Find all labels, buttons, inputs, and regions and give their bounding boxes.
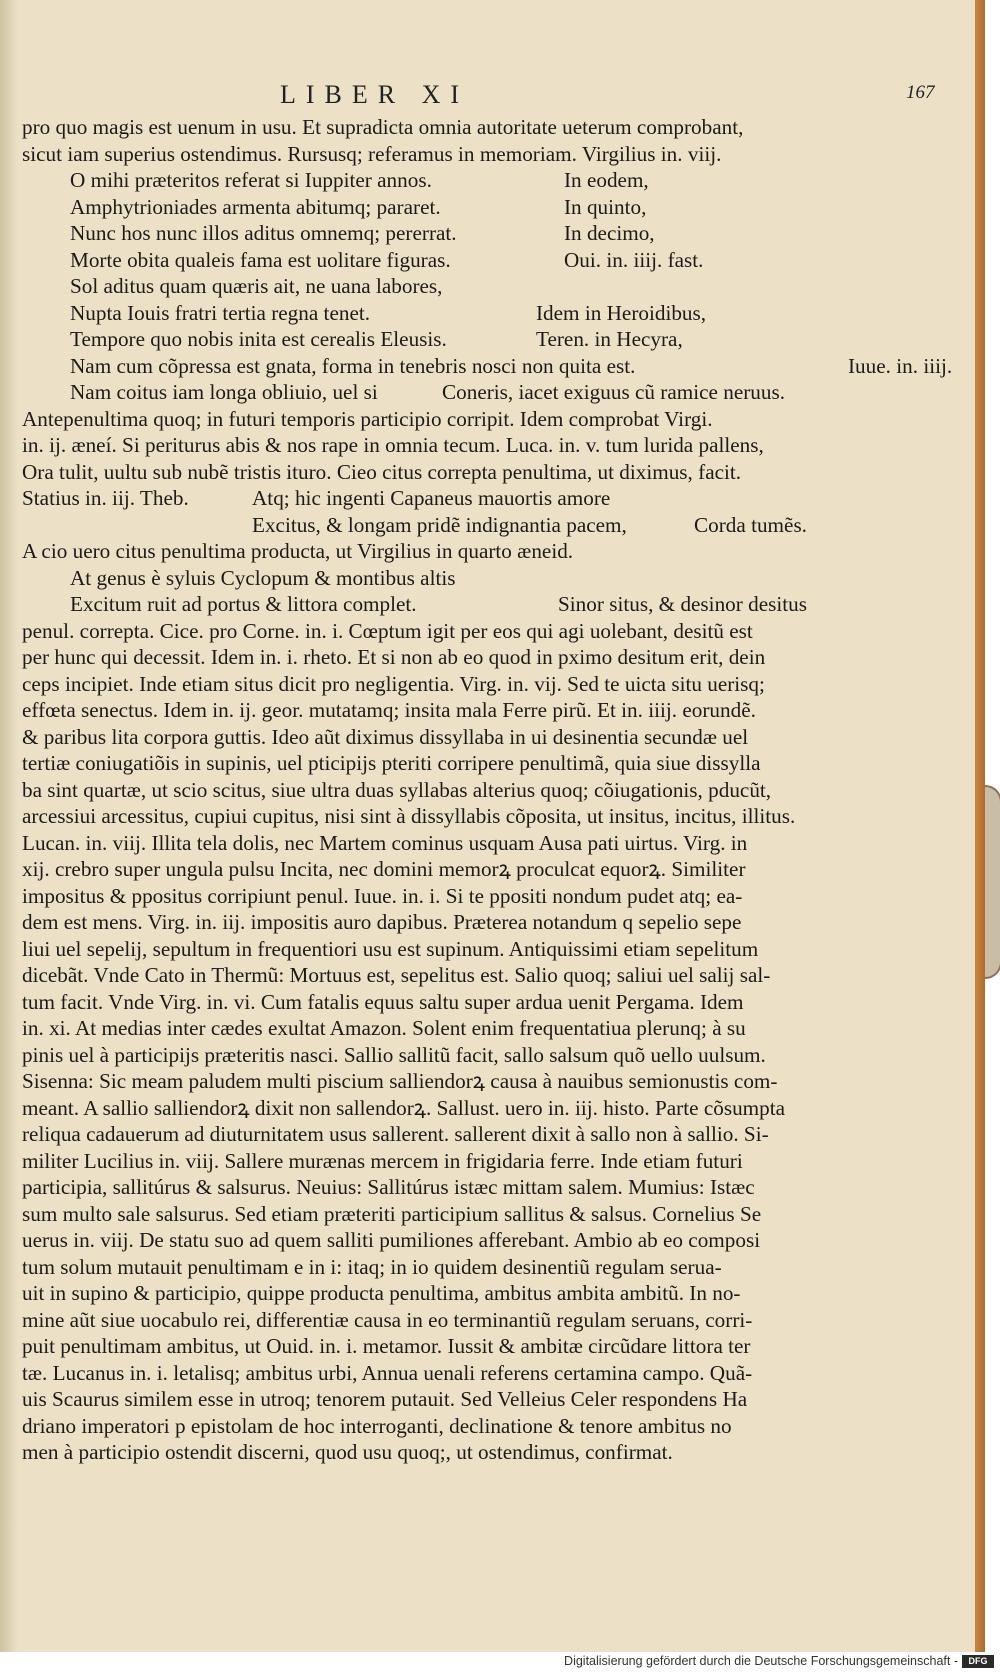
text-segment: per hunc qui decessit. Idem in. i. rheto. Et si non ab eo quod in pximo desitum erit, dein [22,645,766,669]
text-line [22,300,977,327]
text-line [22,406,977,433]
text-segment: Nam coitus iam longa obliuio, uel si [70,380,378,404]
text-line [22,432,977,459]
dfg-logo: DFG [962,1655,994,1668]
text-segment: Idem in Heroidibus, [536,300,707,325]
text-segment: Ora tulit, uultu sub nubẽ tristis ituro. Cieo citus correpta penultima, ut diximus, facit. [22,459,742,484]
text-segment: Atq; hic ingenti Capaneus mauortis amore [252,486,611,510]
text-line [22,485,977,512]
text-segment: ba sint quartæ, ut scio scitus, siue ultra duas syllabas alterius quoq; cõiugationis, pducũt, [22,777,772,802]
text-segment: Excitus, & longam pridẽ indignantia pacem, [252,512,627,537]
text-line [22,326,977,353]
text-segment: In quinto, [564,194,647,219]
text-segment: arcessiui arcessitus, cupiui cupitus, nisi sint à dissyllabis cõposita, ut insitus, incitus, illitus. [22,804,796,828]
text-line [22,1148,977,1175]
text-segment: Excitum ruit ad portus & littora complet. [70,592,417,616]
text-line [22,1121,977,1148]
text-segment: Sinor situs, & desinor desitus [558,592,807,616]
text-segment: participia, sallitúrus & salsurus. Neuius: Sallitúrus istæc mittam salem. Mumius: Istæc [22,1175,755,1199]
text-segment: Nupta Iouis fratri tertia regna tenet. [70,300,371,325]
funding-note: Digitalisierung gefördert durch die Deutsche Forschungsgemeinschaft - [564,1654,958,1668]
text-line [22,750,977,777]
text-segment: sum multo sale salsurus. Sed etiam præteriti participium sallitus & salsus. Cornelius Se [22,1201,762,1226]
text-line [22,512,977,539]
text-line [22,538,977,565]
running-head: LIBER XI [280,80,470,109]
text-segment: ceps incipiet. Inde etiam situs dicit pro negligentia. Virg. in. vij. Sed te uicta situ uerisq; [22,671,765,696]
text-line [22,591,977,618]
text-segment: pro quo magis est uenum in usu. Et supradicta omnia autoritate ueterum comprobant, [22,115,744,139]
text-segment: in. xi. At medias inter cædes exultat Amazon. Solent enim frequentatiua plerunq; à su [22,1016,746,1040]
text-segment: Lucan. in. viij. Illita tela dolis, nec Martem cominus usquam Ausa pati uirtus. Virg. in [22,830,748,855]
text-line [22,989,977,1016]
digitization-footer [0,1652,1000,1672]
text-segment: Nunc hos nunc illos aditus omnemq; pererrat. [70,221,457,245]
text-segment: Sol aditus quam quæris ait, ne uana labores, [70,274,443,298]
body-text [22,114,977,1466]
text-segment: driano imperatori p epistolam de hoc interroganti, declinatione & tenore ambitus no [22,1413,732,1438]
text-line [22,1333,977,1360]
text-line [22,856,977,883]
text-segment: dem est mens. Virg. in. iij. impositis auro dapibus. Præterea notandum q sepelio sepe [22,910,742,934]
text-segment: tum facit. Vnde Virg. in. vi. Cum fatalis equus saltu super ardua uenit Pergama. Idem [22,989,744,1014]
page-header [0,80,975,114]
text-segment: Statius in. iij. Theb. [22,486,189,510]
text-line [22,1042,977,1069]
text-line [22,1254,977,1281]
text-line [22,1068,977,1095]
text-line [22,1095,977,1122]
text-line [22,1015,977,1042]
text-line [22,936,977,963]
text-segment: In eodem, [564,168,649,192]
text-segment: Tempore quo nobis inita est cerealis Eleusis. [70,327,447,351]
text-segment: Sisenna: Sic meam paludem multi piscium salliendorꝝ causa à nauibus semionustis com- [22,1069,778,1093]
text-segment: Coneris, iacet exiguus cũ ramice neruus. [442,380,786,404]
text-segment: Iuue. in. iiij. [848,353,953,378]
text-segment: mine aũt siue uocabulo rei, differentiæ causa in eo terminantiũ regulam seruans, corri- [22,1307,753,1332]
text-line [22,1307,977,1334]
text-segment: Morte obita qualeis fama est uolitare figuras. [70,247,451,272]
text-segment: effœta senectus. Idem in. ij. geor. mutatamq; insita mala Ferre pirũ. Et in. iiij. eorundẽ. [22,698,756,722]
text-line [22,883,977,910]
text-line [22,724,977,751]
text-line [22,803,977,830]
text-segment: uit in supino & participio, quippe producta penultima, ambitus ambita ambitũ. In no- [22,1281,741,1305]
text-segment: Teren. in Hecyra, [536,327,683,351]
page-gutter [0,0,18,1652]
text-segment: men à participio ostendit discerni, quod usu quoq;, ut ostendimus, confirmat. [22,1440,673,1464]
text-line [22,220,977,247]
text-segment: pinis uel à participijs præteritis nasci. Sallio sallitũ facit, sallo salsum quõ uello uulsum. [22,1042,766,1067]
text-segment: sicut iam superius ostendimus. Rursusq; referamus in memoriam. Virgilius in. viij. [22,141,722,166]
text-line [22,1280,977,1307]
text-segment: uerus in. viij. De statu suo ad quem salliti pumiliones afferebant. Ambio ab eo composi [22,1228,761,1252]
text-line [22,777,977,804]
text-line [22,1360,977,1387]
text-line [22,379,977,406]
text-segment: meant. A sallio salliendorꝝ dixit non sallendorꝝ. Sallust. uero in. iij. histo. Parte cõsumpta [22,1095,786,1120]
text-segment: liui uel sepelij, sepultum in frequentiori usu est supinum. Antiquissimi etiam sepelitum [22,936,759,961]
text-segment: reliqua cadauerum ad diuturnitatem usus sallerent. sallerent dixit à sallo non à sallio. Si- [22,1122,769,1146]
text-segment: At genus è syluis Cyclopum & montibus altis [70,565,456,590]
text-segment: impositus & ppositus corripiunt penul. Iuue. in. i. Si te ppositi nondum pudet atq; ea- [22,883,743,908]
text-segment: in. ij. æneí. Si periturus abis & nos rape in omnia tecum. Luca. in. v. tum lurida pallens, [22,433,764,457]
text-segment: penul. correpta. Cice. pro Corne. in. i. Cœptum igit per eos qui agi uolebant, desitũ est [22,618,753,643]
text-line [22,830,977,857]
book-clasp [985,785,1000,979]
text-line [22,671,977,698]
text-segment: Amphytrioniades armenta abitumq; pararet. [70,194,441,219]
text-segment: militer Lucilius in. viij. Sallere murænas mercem in frigidaria ferre. Inde etiam futuri [22,1148,743,1173]
text-line [22,618,977,645]
text-line [22,273,977,300]
text-segment: uis Scaurus similem esse in utroq; tenorem putauit. Sed Velleius Celer respondens Ha [22,1387,748,1411]
text-line [22,167,977,194]
text-line [22,141,977,168]
text-segment: A cio uero citus penultima producta, ut Virgilius in quarto æneid. [22,539,574,563]
text-line [22,1174,977,1201]
folio-number: 167 [906,82,935,103]
text-line [22,909,977,936]
text-line [22,1439,977,1466]
text-line [22,194,977,221]
text-line [22,1227,977,1254]
text-segment: In decimo, [564,221,655,245]
text-segment: & paribus lita corpora guttis. Ideo aũt diximus dissyllaba in ui desinentia secundæ uel [22,724,749,749]
text-line [22,644,977,671]
text-line [22,1413,977,1440]
text-line [22,1386,977,1413]
text-segment: dicebãt. Vnde Cato in Thermũ: Mortuus est, sepelitus est. Salio quoq; saliui uel salij sal- [22,963,771,987]
text-line [22,565,977,592]
text-segment: puit penultimam ambitus, ut Ouid. in. i. metamor. Iussit & ambitæ circũdare littora ter [22,1334,751,1358]
text-segment: Nam cum cõpressa est gnata, forma in tenebris nosci non quita est. [70,353,636,378]
text-segment: Oui. in. iiij. fast. [564,247,704,272]
text-segment: tertiæ coniugatiõis in supinis, uel pticipijs pteriti corripere penultimã, quia siue dissylla [22,751,761,775]
text-line [22,459,977,486]
text-line [22,114,977,141]
text-segment: tum solum mutauit penultimam e in i: itaq; in io quidem desinentiũ regulam serua- [22,1254,722,1279]
text-line [22,697,977,724]
text-line [22,1201,977,1228]
text-segment: Corda tumẽs. [694,512,807,537]
text-segment: tæ. Lucanus in. i. letalisq; ambitus urbi, Annua uenali referens certamina campo. Quã- [22,1360,753,1385]
text-line [22,962,977,989]
text-line [22,353,977,380]
text-segment: Antepenultima quoq; in futuri temporis participio corripit. Idem comprobat Virgi. [22,406,713,431]
text-segment: xij. crebro super ungula pulsu Incita, nec domini memorꝝ proculcat equorꝝ. Similiter [22,857,746,881]
text-segment: O mihi præteritos referat si Iuppiter annos. [70,168,432,192]
text-line [22,247,977,274]
